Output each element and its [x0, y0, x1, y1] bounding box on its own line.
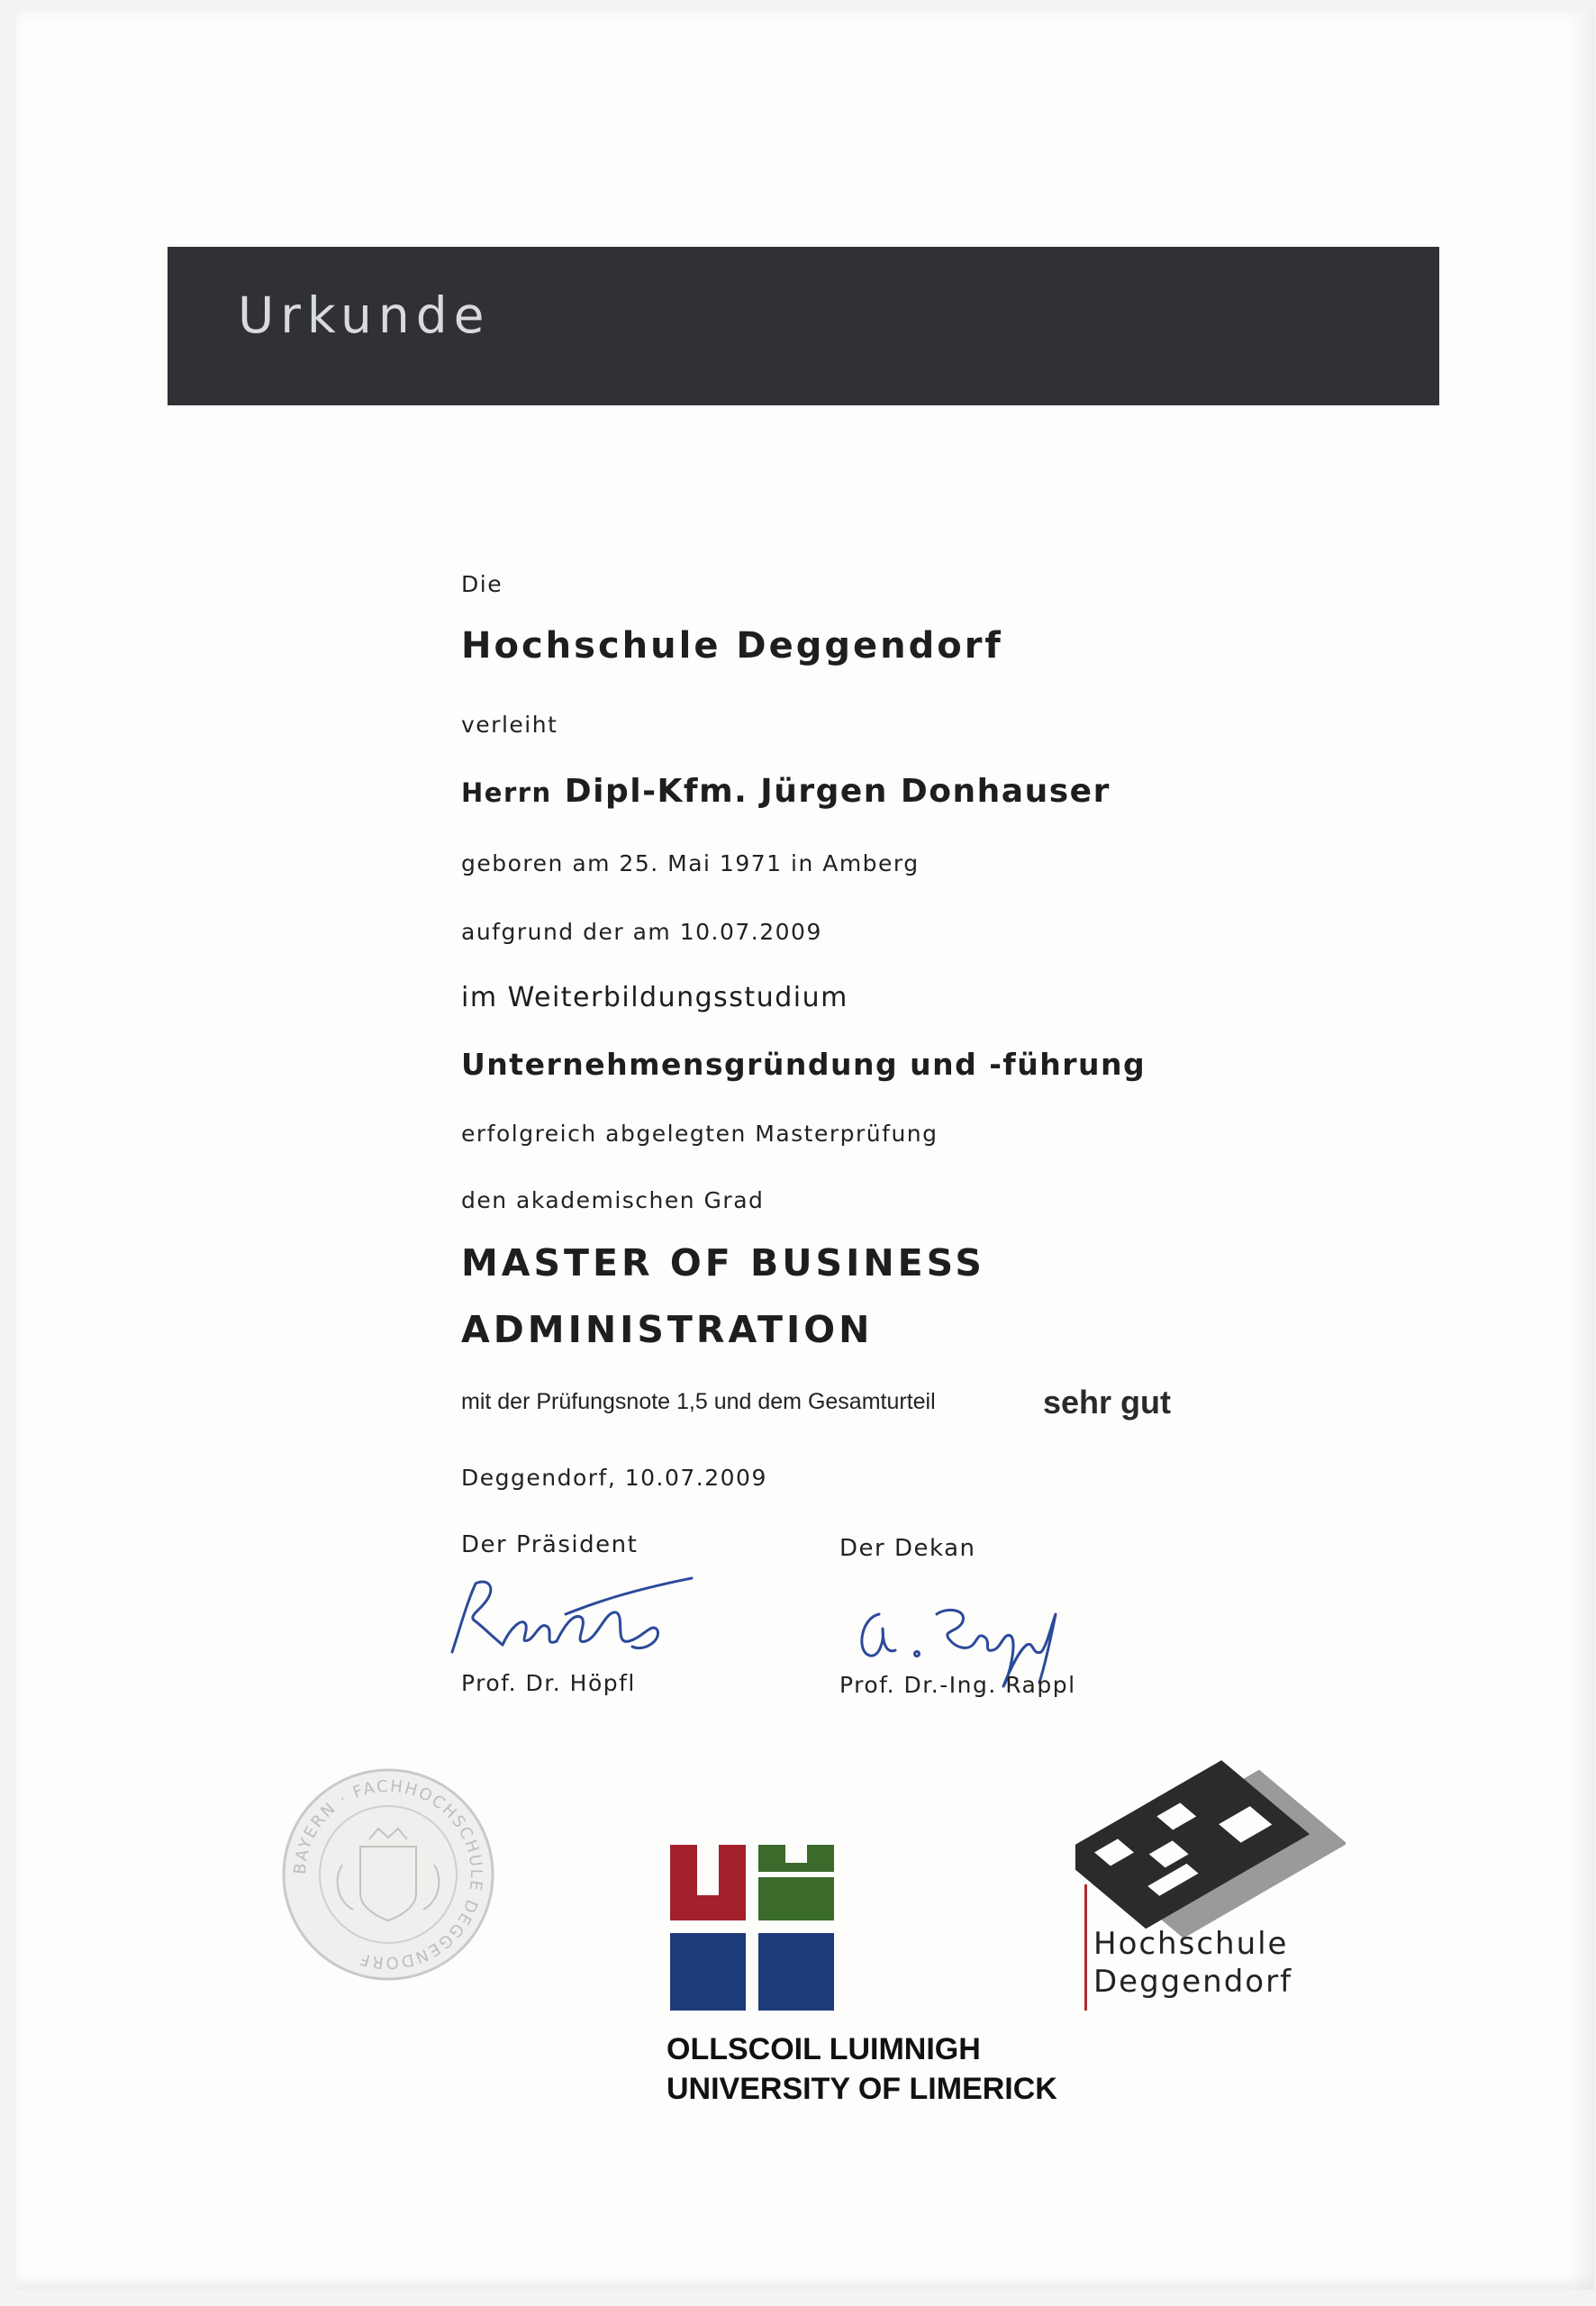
certificate-sheet [16, 11, 1594, 2290]
recipient-line [461, 773, 1111, 810]
degree-intro: den akademischen Grad [461, 1187, 765, 1213]
ul-logo [670, 1845, 834, 2011]
program-name: Unternehmensgründung und -führung [461, 1047, 1147, 1082]
hd-name-line-1: Hochschule [1093, 1926, 1289, 1962]
title-banner [168, 247, 1439, 405]
intro-die: Die [461, 571, 503, 597]
seal-text: BAYERN · FACHHOCHSCHULE DEGGENDORF [290, 1776, 486, 1973]
salutation: Herrn [461, 777, 552, 808]
president-name: Prof. Dr. Höpfl [461, 1670, 636, 1696]
banner-title: Urkunde [238, 286, 491, 344]
president-role: Der Präsident [461, 1531, 639, 1558]
degree-line-1: MASTER OF BUSINESS [461, 1241, 985, 1285]
dean-name: Prof. Dr.-Ing. Rappl [839, 1672, 1076, 1698]
place-date: Deggendorf, 10.07.2009 [461, 1465, 767, 1491]
grade-line: mit der Prüfungsnote 1,5 und dem Gesamturteil [461, 1389, 936, 1414]
hd-name-line-2: Deggendorf [1093, 1964, 1293, 2000]
president-signature [440, 1558, 701, 1666]
exam-passed-line: erfolgreich abgelegten Masterprüfung [461, 1121, 939, 1147]
recipient-name: Dipl-Kfm. Jürgen Donhauser [564, 773, 1111, 810]
ul-name-english: UNIVERSITY OF LIMERICK [667, 2072, 1057, 2106]
exam-date-line: aufgrund der am 10.07.2009 [461, 919, 822, 945]
dean-role: Der Dekan [839, 1535, 976, 1562]
birth-line: geboren am 25. Mai 1971 in Amberg [461, 850, 920, 876]
degree-line-2: ADMINISTRATION [461, 1308, 874, 1351]
verb-verleiht: verleiht [461, 712, 558, 738]
ul-name-irish: OLLSCOIL LUIMNIGH [667, 2032, 981, 2066]
program-intro: im Weiterbildungsstudium [461, 982, 848, 1013]
hd-accent-bar [1084, 1884, 1087, 2011]
hd-logo [1075, 1740, 1346, 1949]
grade-verdict: sehr gut [1043, 1384, 1172, 1421]
embossed-seal [279, 1766, 497, 1984]
institution-name: Hochschule Deggendorf [461, 625, 1003, 667]
